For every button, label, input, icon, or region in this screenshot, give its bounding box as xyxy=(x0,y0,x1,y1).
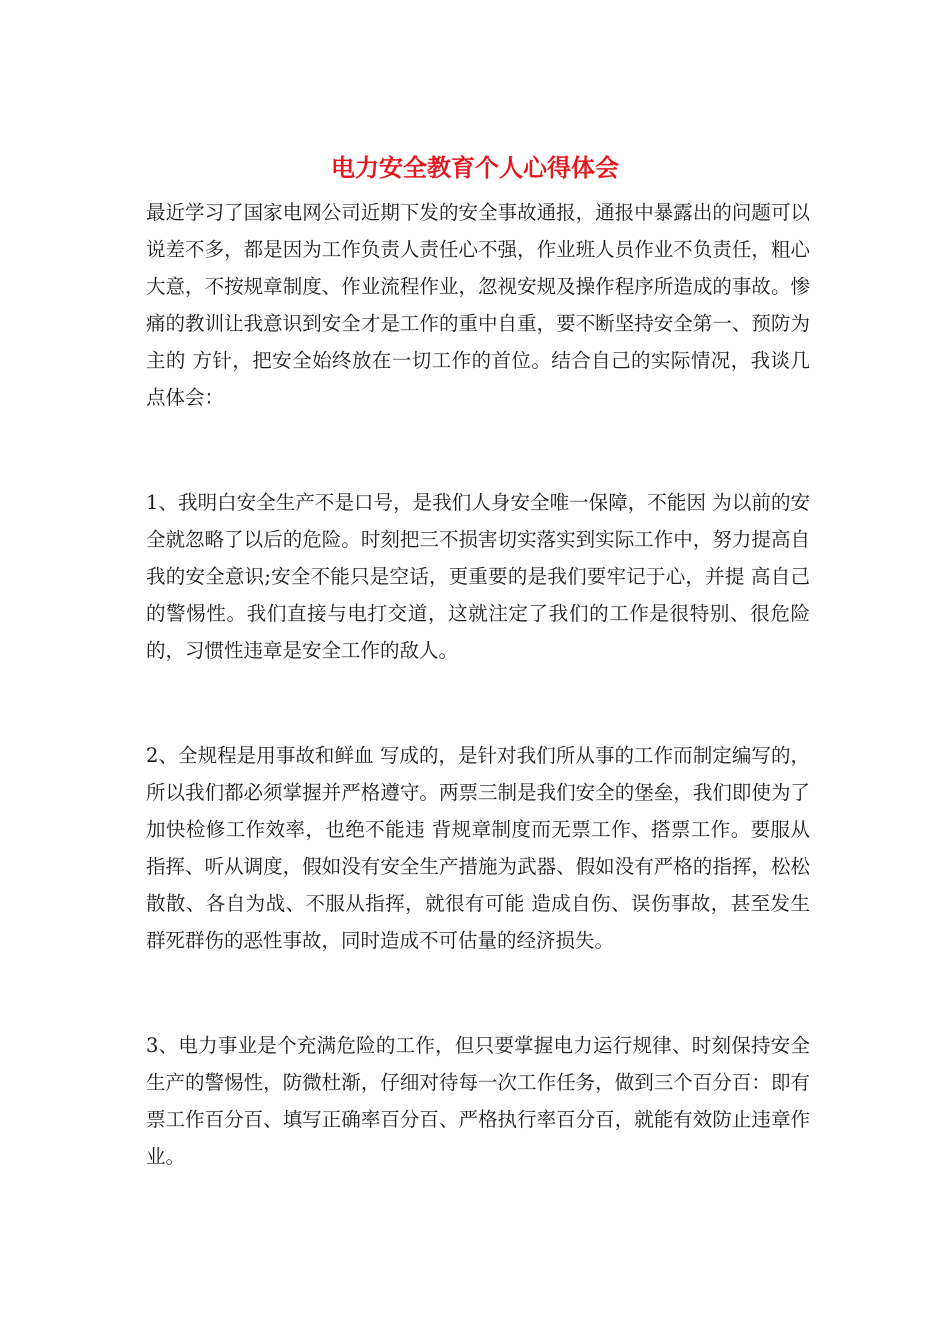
point-3-paragraph: 3、电力事业是个充满危险的工作，但只要掌握电力运行规律、时刻保持安全生产的警惕性，防微杜渐，仔细对待每一次工作任务，做到三个百分百：即有票工作百分百、填写正确率百分百、严格执行率百分百，就能有效防止违章作业。 xyxy=(146,1034,810,1168)
point-2-paragraph: 2、全规程是用事故和鲜血 写成的，是针对我们所从事的工作而制定编写的，所以我们都必须掌握并严格遵守。两票三制是我们安全的堡垒，我们即使为了加快检修工作效率，也绝不能违 背规章制度而无票工作、搭票工作。要服从指挥、听从调度，假如没有安全生产措施为武器、假如没有严格的指挥，松松散散、各自为战、不服从指挥，就很有可能 造成自伤、误伤事故，甚至发生群死群伤的恶性事故，同时造成不可估量的经济损失。 xyxy=(146,744,810,952)
document-title: 电力安全教育个人心得体会 xyxy=(331,154,619,182)
intro-paragraph: 最近学习了国家电网公司近期下发的安全事故通报，通报中暴露出的问题可以说差不多，都是因为工作负责人责任心不强，作业班人员作业不负责任，粗心大意，不按规章制度、作业流程作业，忽视安规及操作程序所造成的事故。惨痛的教训让我意识到安全才是工作的重中自重，要不断坚持安全第一、预防为主的 方针，把安全始终放在一切工作的首位。结合自己的实际情况，我谈几点体会： xyxy=(146,201,810,409)
point-1-paragraph: 1、我明白安全生产不是口号，是我们人身安全唯一保障，不能因 为以前的安全就忽略了以后的危险。时刻把三不损害切实落实到实际工作中，努力提高自我的安全意识;安全不能只是空话，更重要的是我们要牢记于心，并提 高自己的警惕性。我们直接与电打交道，这就注定了我们的工作是很特别、很危险的，习惯性违章是安全工作的敌人。 xyxy=(146,491,810,662)
